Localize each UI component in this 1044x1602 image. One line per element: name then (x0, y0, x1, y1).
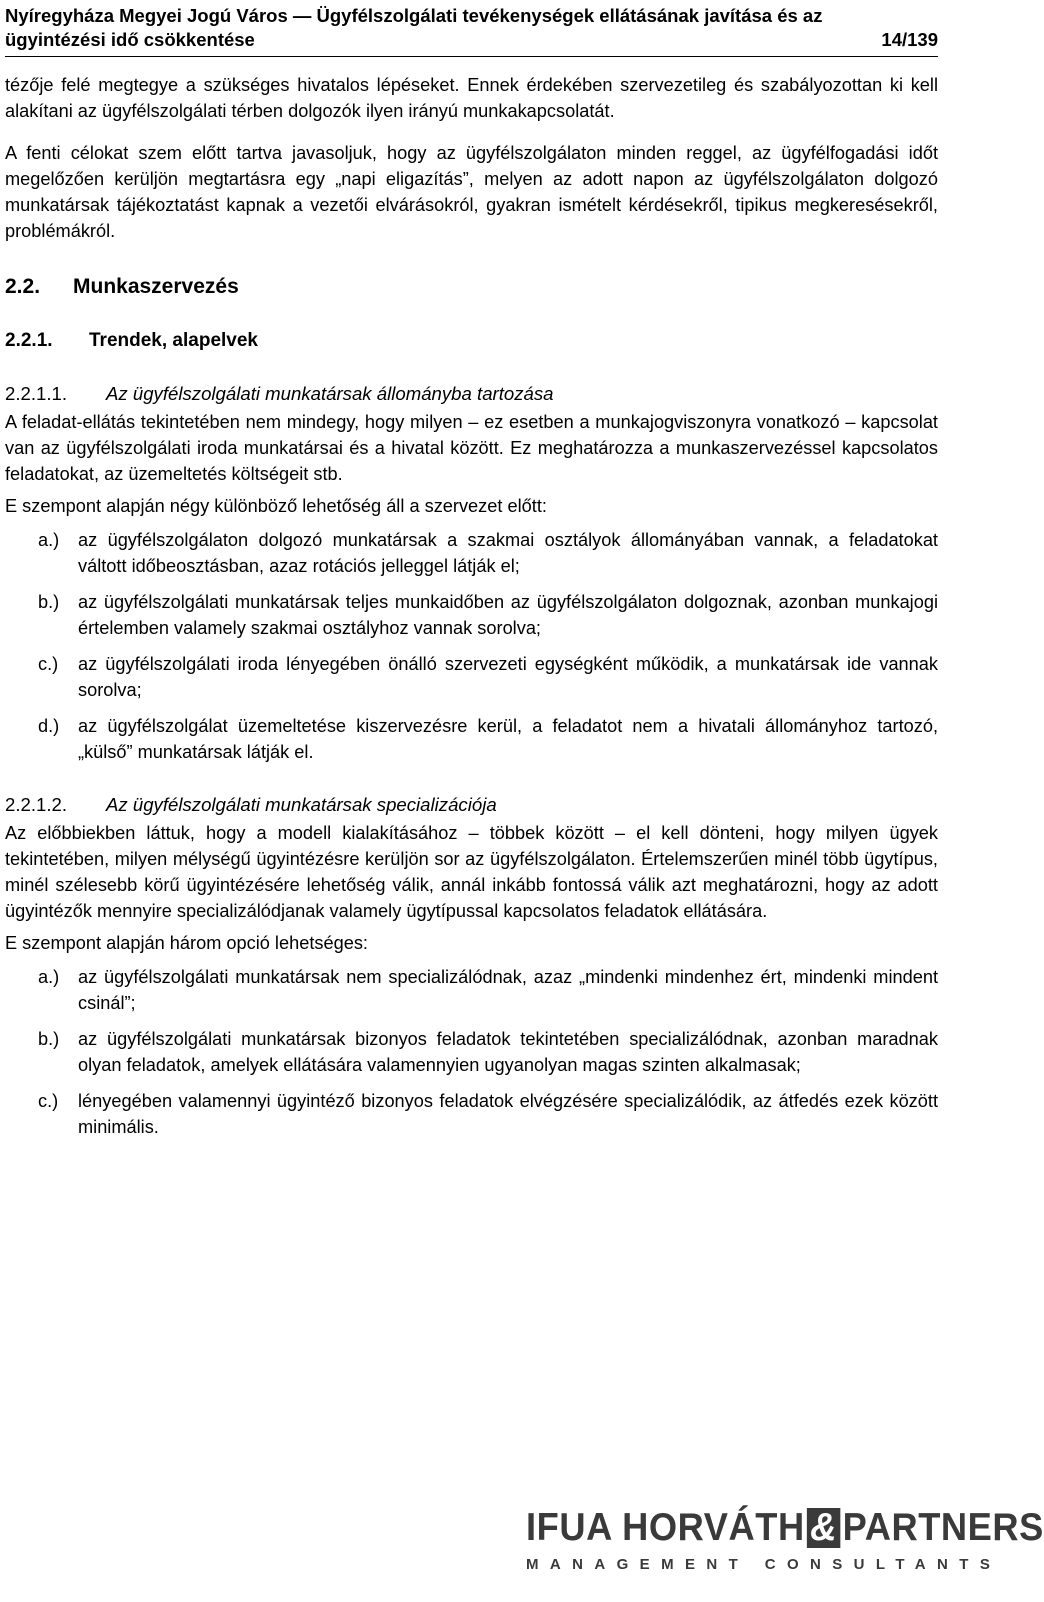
header-title-line2: ügyintézési idő csökkentése (5, 29, 255, 50)
list-text: lényegében valamennyi ügyintéző bizonyos feladatok elvégzésére specializálódik, az átfedés ezek között minimális. (78, 1091, 938, 1137)
body-paragraph: Az előbbiekben láttuk, hogy a modell kialakításához – többek között – el kell dönteni, hogy milyen ügyek tekintetében, milyen mélységű ügyintézésre kerüljön sor az ügyfélszolgálaton. Értelemszerűen minél több ügytípus, minél szélesebb körű ügyintézésére lehetőség válik, annál inkább fontossá válik azt meghatározni, hogy az adott ügyintézők mennyire specializálódjanak valamely ügytípussal kapcsolatos feladatok ellátására. (5, 823, 938, 921)
goals-paragraph: A fenti célokat szem előtt tartva javasoljuk, hogy az ügyfélszolgálaton minden reggel, az ügyfélfogadási időt megelőzően kerüljön megtartásra egy „napi eligazítás”, melyen az adott napon az ügyfélszolgálaton dolgozó munkatársak tájékoztatást kapnak a vezetői elvárásokról, gyakran ismételt kérdésekről, tipikus megkeresésekről, problémákról. (5, 143, 938, 241)
option-list-employment (5, 527, 938, 765)
section-heading-2-2-1-1 (5, 381, 938, 407)
list-item (5, 1026, 938, 1078)
section-number: 2.2. (5, 275, 41, 298)
list-intro: E szempont alapján három opció lehetséges: (5, 933, 368, 953)
list-item (5, 964, 938, 1016)
logo-wordmark (526, 1506, 1044, 1549)
list-marker: c.) (38, 654, 59, 674)
section-number: 2.2.1.2. (5, 794, 68, 815)
option-list-specialization (5, 964, 938, 1140)
page-body (5, 72, 938, 1150)
section-title: Munkaszervezés (73, 275, 239, 298)
section-number: 2.2.1.1. (5, 383, 68, 404)
page-number: 14/139 (881, 29, 938, 50)
list-marker: a.) (38, 530, 60, 550)
list-item (5, 651, 938, 703)
list-text: az ügyfélszolgálat üzemeltetése kiszervezésre kerül, a feladatot nem a hivatali állományhoz tartozó, „külső” munkatársak látják el. (78, 716, 938, 762)
list-item (5, 589, 938, 641)
section-heading-2-2-1 (5, 328, 938, 354)
list-marker: a.) (38, 967, 60, 987)
list-item (5, 527, 938, 579)
section-title: Az ügyfélszolgálati munkatársak specializációja (106, 794, 497, 815)
list-text: az ügyfélszolgálati munkatársak nem specializálódnak, azaz „mindenki mindenhez ért, mindenki mindent csinál”; (78, 967, 938, 1013)
section-number: 2.2.1. (5, 330, 53, 351)
header-title-line1: Nyíregyháza Megyei Jogú Város — Ügyfélszolgálati tevékenységek ellátásának javítása és az (5, 5, 823, 26)
body-paragraph: A feladat-ellátás tekintetében nem mindegy, hogy milyen – ez esetben a munkajogviszonyra vonatkozó – kapcsolat van az ügyfélszolgálati iroda munkatársai és a hivatal között. Ez meghatározza a munkaszervezéssel kapcsolatos feladatokat, az üzemeltetés költségeit stb. (5, 412, 938, 484)
section-title: Az ügyfélszolgálati munkatársak állományba tartozása (106, 383, 554, 404)
list-intro: E szempont alapján négy különböző lehetőség áll a szervezet előtt: (5, 496, 547, 516)
section-heading-2-2 (5, 274, 938, 300)
logo-name-part2: PARTNERS (842, 1506, 1044, 1549)
continuation-paragraph: tézője felé megtegye a szükséges hivatalos lépéseket. Ennek érdekében szervezetileg és szabályozottan ki kell alakítani az ügyfélszolgálati térben dolgozók ilyen irányú munkakapcsolatát. (5, 75, 938, 121)
logo-name-part1: IFUA HORVÁTH (526, 1506, 805, 1549)
list-marker: c.) (38, 1091, 59, 1111)
list-text: az ügyfélszolgálati munkatársak teljes munkaidőben az ügyfélszolgálaton dolgoznak, azonban munkajogi értelemben valamely szakmai osztályhoz vannak sorolva; (78, 592, 938, 638)
list-marker: b.) (38, 592, 60, 612)
list-marker: d.) (38, 716, 60, 736)
page-header (5, 4, 938, 57)
logo-ampersand: & (807, 1508, 841, 1548)
list-text: az ügyfélszolgálati munkatársak bizonyos feladatok tekintetében specializálódnak, azonban maradnak olyan feladatok, amelyek ellátására valamennyien ugyanolyan magas szinten alkalmasak; (78, 1029, 938, 1075)
section-title: Trendek, alapelvek (89, 330, 258, 351)
list-item (5, 1088, 938, 1140)
list-marker: b.) (38, 1029, 60, 1049)
company-logo (526, 1506, 1044, 1592)
list-text: az ügyfélszolgálati iroda lényegében önálló szervezeti egységként működik, a munkatársak ide vannak sorolva; (78, 654, 938, 700)
logo-tagline: MANAGEMENT CONSULTANTS (526, 1556, 1002, 1573)
section-heading-2-2-1-2 (5, 792, 938, 818)
list-text: az ügyfélszolgálaton dolgozó munkatársak a szakmai osztályok állományában vannak, a feladatokat váltott időbeosztásban, azaz rotációs jelleggel látják el; (78, 530, 938, 576)
list-item (5, 713, 938, 765)
